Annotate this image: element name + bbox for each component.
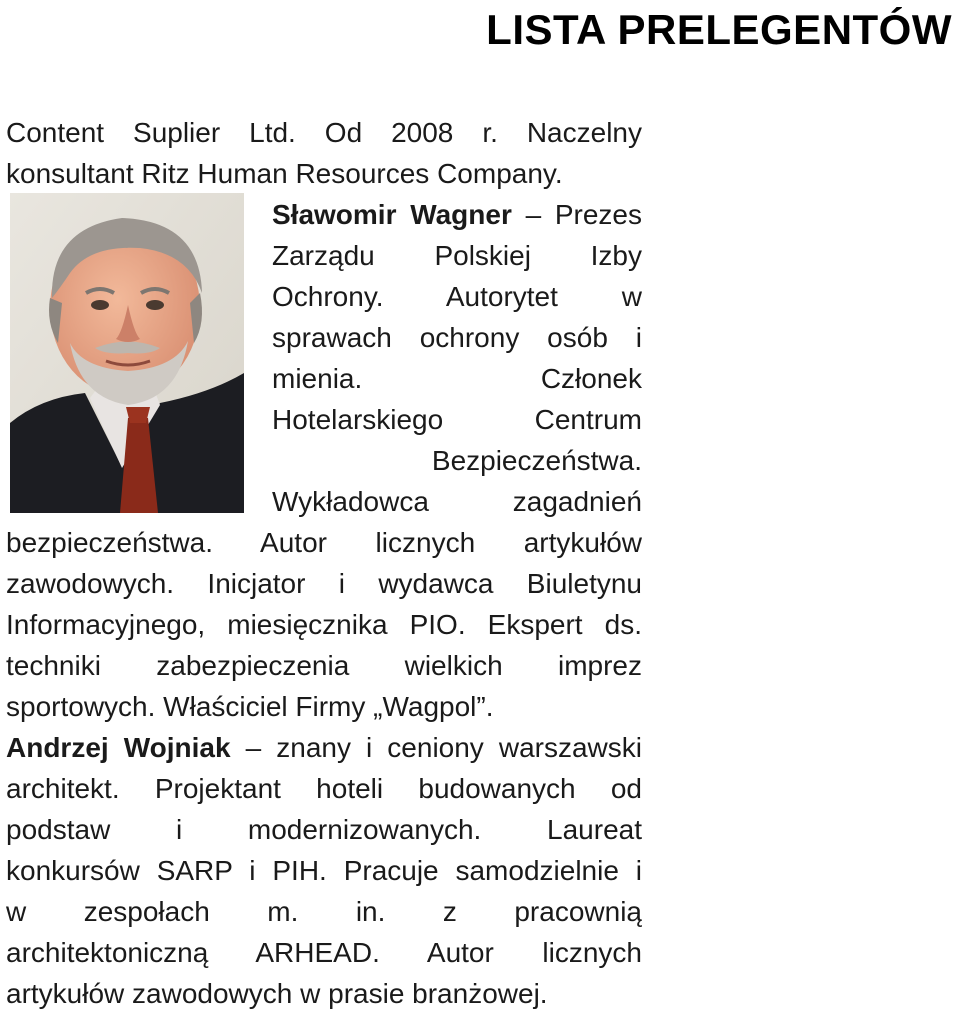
wagner-line: Bezpieczeństwa. [431, 445, 642, 476]
intro-line: konsultant Ritz Human Resources Company. [6, 158, 563, 189]
intro-line: Content Suplier Ltd. Od 2008 r. Naczelny [6, 117, 642, 148]
wojniak-line: architekt. Projektant hoteli budowanych od [6, 773, 642, 804]
wagner-heading-line [272, 194, 642, 235]
wagner-line: bezpieczeństwa. Autor licznych artykułów [6, 527, 642, 558]
wagner-line: sportowych. Właściciel Firmy „Wagpol”. [6, 691, 494, 722]
wojniak-line: podstaw i modernizowanych. Laureat [6, 814, 642, 845]
wagner-line: Hotelarskiego Centrum [272, 404, 642, 435]
wagner-line: Informacyjnego, miesięcznika PIO. Ekspert ds. [6, 609, 642, 640]
wagner-line: Zarządu Polskiej Izby [272, 240, 642, 271]
speaker-photo [10, 193, 244, 513]
wojniak-line: artykułów zawodowych w prasie branżowej. [6, 978, 548, 1009]
speaker-role: – znany i ceniony warszawski [245, 732, 642, 763]
wagner-line: Wykładowca zagadnień [272, 486, 642, 517]
speaker-name: Andrzej Wojniak [6, 732, 231, 763]
speaker-name: Sławomir Wagner [272, 199, 512, 230]
wagner-line: mienia. Członek [272, 363, 642, 394]
wojniak-heading-line [6, 727, 642, 768]
wagner-line: Ochrony. Autorytet w [272, 281, 642, 312]
page-title: LISTA PRELEGENTÓW [486, 6, 952, 53]
wojniak-line: architektoniczną ARHEAD. Autor licznych [6, 937, 642, 968]
speaker-role: – Prezes [525, 199, 642, 230]
wagner-line: zawodowych. Inicjator i wydawca Biuletynu [6, 568, 642, 599]
wagner-line: sprawach ochrony osób i [272, 322, 642, 353]
wojniak-line: konkursów SARP i PIH. Pracuje samodzielnie i [6, 855, 642, 886]
wagner-line: techniki zabezpieczenia wielkich imprez [6, 650, 642, 681]
portrait-photo-icon [10, 193, 244, 513]
wojniak-line: w zespołach m. in. z pracownią [6, 896, 642, 927]
